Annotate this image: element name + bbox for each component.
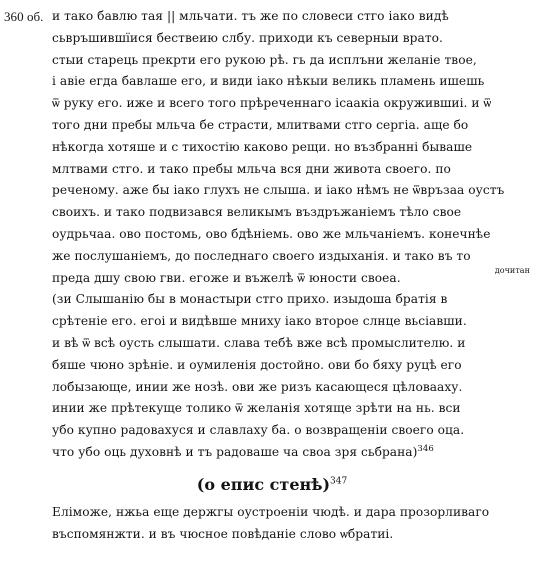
text-line: [8, 420, 536, 442]
line-text: оудрьчаа. ово постомь, ово бдѣніемь. ово же мльчаніемъ. конечнѣе: [52, 226, 491, 241]
text-line: [8, 159, 536, 181]
section-heading-text: (о епис стенѣ): [196, 474, 331, 494]
margin-note: дочитан: [494, 265, 530, 275]
text-line: [8, 355, 536, 377]
text-line: [8, 333, 536, 355]
line-text: и тако бавлю тая || мльчати. тъ же по словеси стго іако видѣ: [52, 9, 449, 23]
line-text: реченому. аже бы іако глухъ не слыша. и іако нѣмъ не ѿвръзаа оустъ: [52, 183, 505, 198]
text-line: [8, 246, 536, 268]
line-text: млтвами стго. и тако пребы мльча вся дни живота своего. по: [52, 161, 451, 176]
line-text: убо купно радовахуся и славлаху ба. о возвращеніи своего оца.: [52, 423, 465, 438]
line-text: что убо оць духовнѣ и тъ радоваше ча своа зря сьбрана): [52, 444, 418, 459]
line-text: і авіе егда бавлаше его, и види іако нѣкыи великь пламень ишешь: [52, 74, 485, 89]
section-heading: [8, 468, 536, 502]
line-text: (зи Слышанію бы в монастыри стго прихо. изыдоша братія в: [52, 292, 448, 307]
text-line: [8, 524, 536, 546]
text-line: [8, 502, 536, 524]
line-text: и вѣ ѿ всѣ оусть слышати. слава тебѣ вже всѣ промыслителю. и: [52, 335, 466, 350]
text-line: [8, 311, 536, 333]
line-text: Еліможе, нжьа еще держгы оустроеніи чюдѣ. и дара прозорливаго: [52, 504, 490, 519]
text-line: [8, 202, 536, 224]
line-text: лобызающе, инии же нозѣ. ови же ризъ касающеся цѣловааху.: [52, 379, 463, 394]
text-line: [8, 377, 536, 399]
text-line: [8, 180, 536, 202]
line-text: того дни пребы мльча бе страсти, млитвами стго сергіа. аще бо: [52, 117, 469, 132]
folio-number: 360 об.: [4, 9, 44, 24]
text-line: [8, 50, 536, 72]
line-text: въспомянжти. и въ чюсное повѣданіе слово ѡбратиі.: [52, 526, 394, 541]
text-line: [8, 93, 536, 115]
text-line: [8, 289, 536, 311]
line-text: нѣкогда хотяше и с тихостію каково рещи. но възбранні бываше: [52, 139, 473, 154]
footnote-marker: 346: [417, 443, 434, 454]
line-text: срѣтеніе его. егоі и видѣвше мниху іако второе слнце вьсіавши.: [52, 314, 467, 329]
text-line: [8, 265, 536, 290]
text-line: [8, 115, 536, 137]
line-text: сьвръшившїися бествеию слбу. приходи къ северныи врато.: [52, 30, 443, 45]
text-line: [4, 6, 536, 28]
text-line: [8, 398, 536, 420]
text-line: [8, 442, 536, 464]
text-line: [8, 28, 536, 50]
text-line: [8, 71, 536, 93]
text-line: [8, 137, 536, 159]
line-text: бяше чюно зрѣніе. и оумиленія достойно. ови бо бяху руцѣ его: [52, 357, 462, 372]
text-block-after-heading: [8, 502, 536, 546]
line-text: ѿ руку его. иже и всего того прѣреченнаго ісаакіа окружившиі. и ѿ: [52, 96, 492, 111]
line-text: стыи старець прекрти его рукою рѣ. гь да исплъни желаніе твое,: [52, 52, 477, 67]
text-block: [4, 6, 536, 464]
line-text: инии же прѣтекуще толико ѿ желанія хотяще зрѣти на нь. вси: [52, 401, 461, 416]
line-text: же послушаніемъ, до последнаго своего издыханія. и тако въ то: [52, 248, 471, 263]
text-line: [8, 224, 536, 246]
line-text: преда дшу свою гви. егоже и въжелѣ ѿ юности своеа.: [52, 270, 401, 285]
heading-footnote: 347: [330, 476, 348, 487]
line-text: своихъ. и тако подвизався великымъ въздръжаніемъ тѣло свое: [52, 205, 462, 220]
